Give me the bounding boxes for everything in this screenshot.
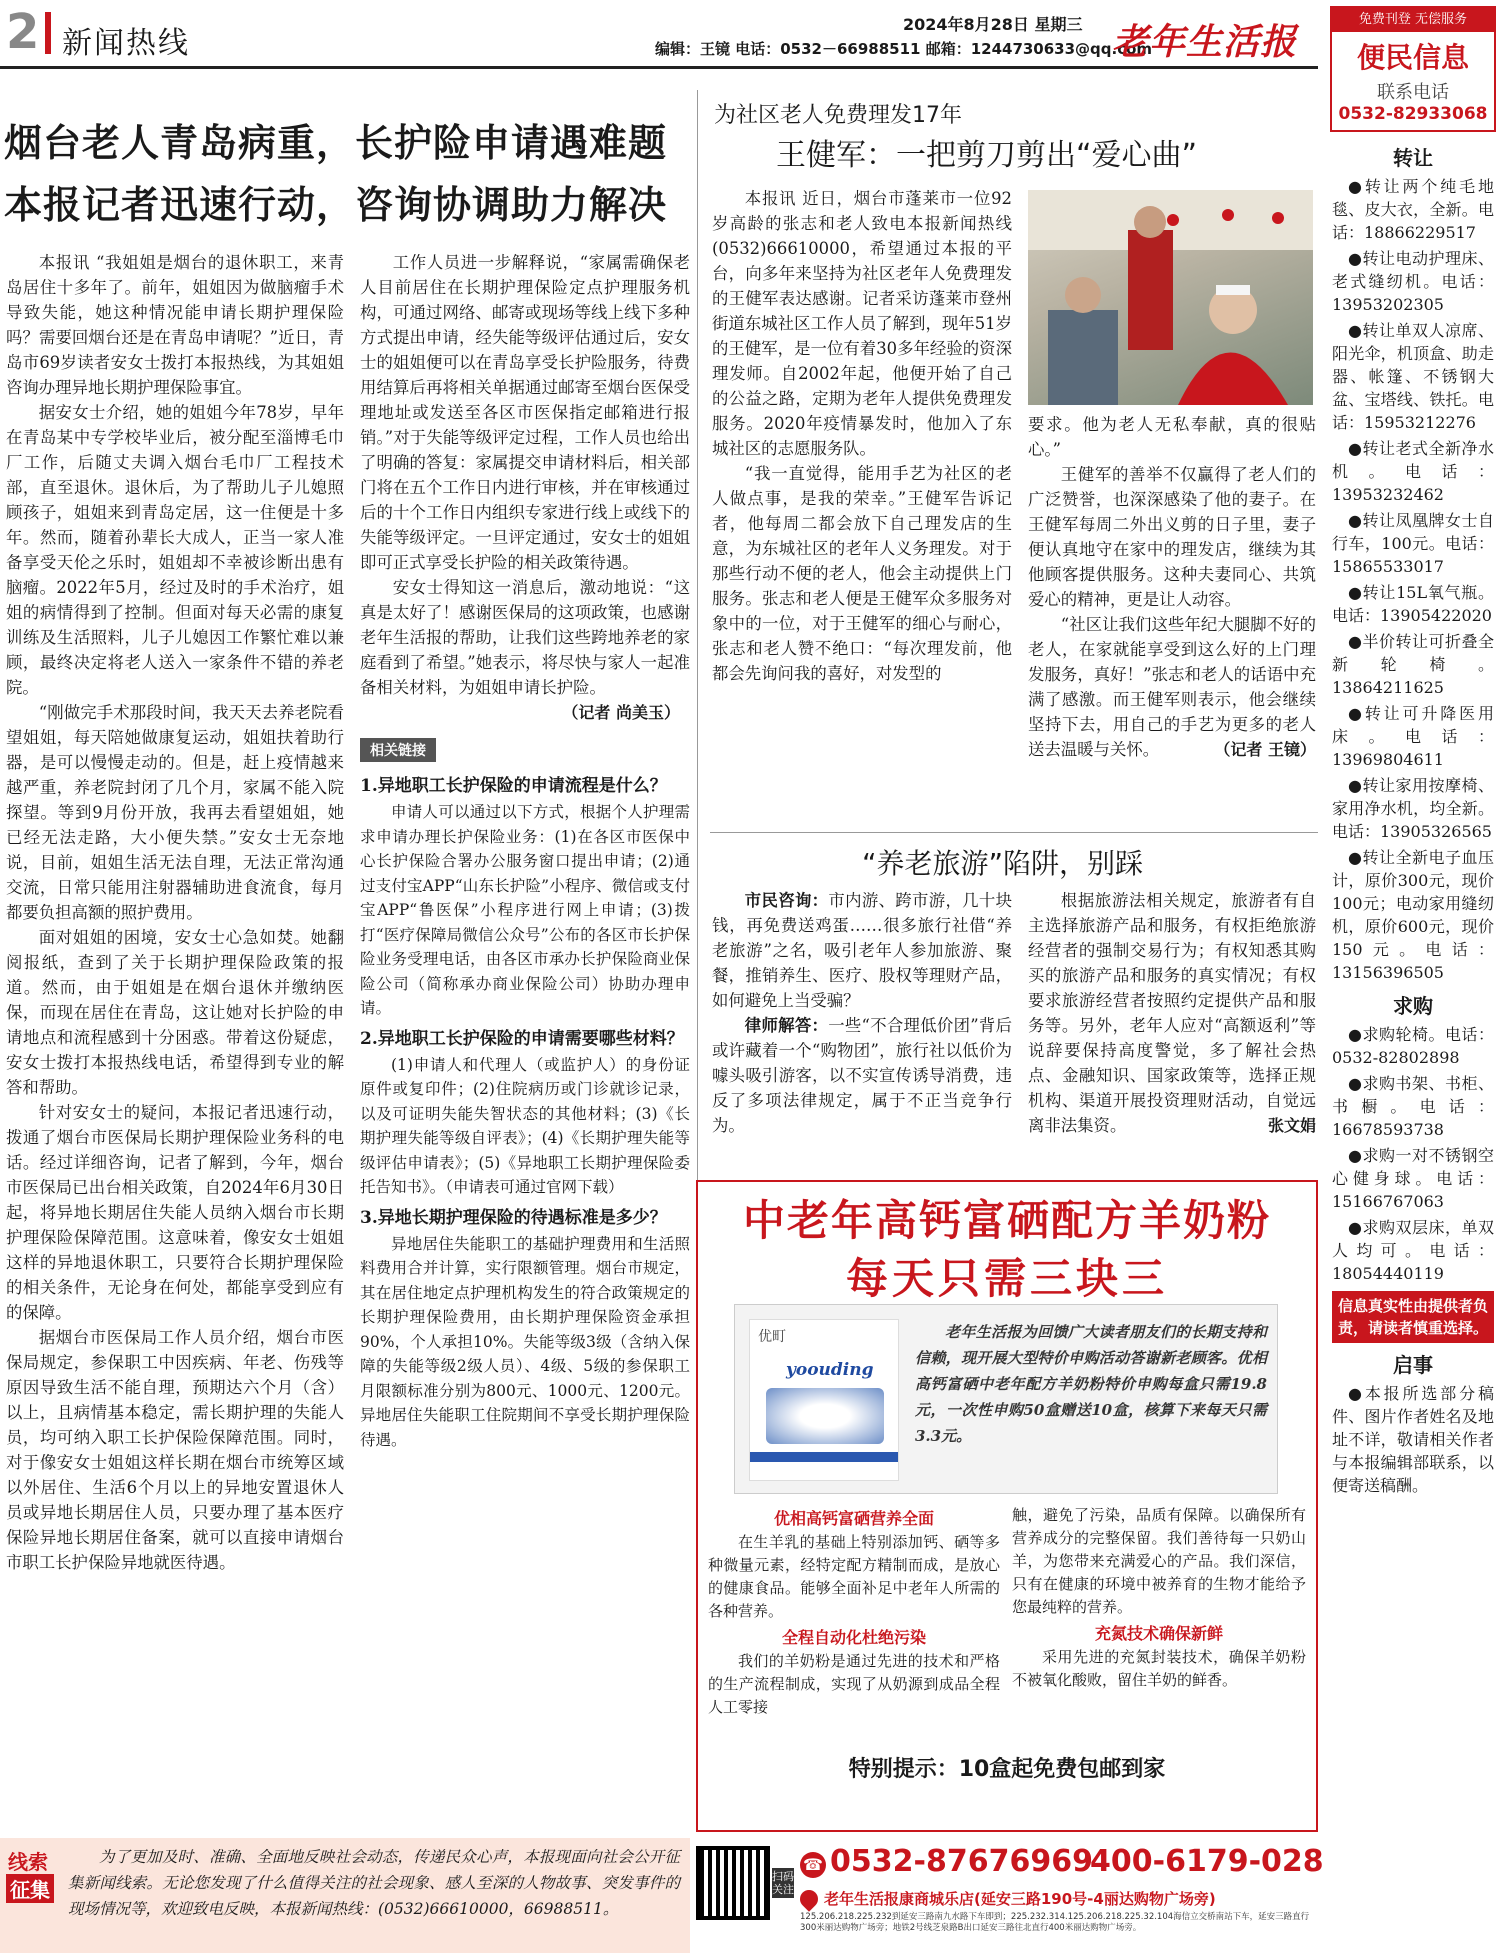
- article-byline: 张文娟: [1267, 1116, 1316, 1135]
- ad-intro-text: 老年生活报为回馈广大读者朋友们的长期支持和信赖，现开展大型特价申购活动答谢新老顾客。优相高钙富硒中老年配方羊奶粉特价申购每盒只需19.8元，一次性申购50盒赠送10盒，核算下来每天只需3.3元。: [915, 1323, 1267, 1445]
- page-header: [0, 0, 1322, 66]
- story2-column-left: [712, 186, 1012, 826]
- story3-question: [712, 888, 1012, 1013]
- notice-heading: 启事: [1393, 1353, 1433, 1377]
- footer-badge-1: 线索: [8, 1850, 48, 1874]
- listing-item: ●转让可升降医用床。电话：13969804611: [1332, 704, 1494, 769]
- listing-item: ●求购双层床，单双人均可。电话：18054440119: [1332, 1218, 1494, 1283]
- listing-item: ●转让两个纯毛地毯、皮大衣，全新。电话：18866229517: [1332, 177, 1494, 242]
- news-tip-footer: [0, 1838, 690, 1953]
- transfer-heading: 转让: [1393, 146, 1433, 170]
- issue-date: 2024年8月28日 星期三: [903, 15, 1083, 34]
- article-paragraph: 工作人员进一步解释说，“家属需确保老人目前居住在长期护理保险定点护理服务机构，可通过网络、邮寄或现场等线上线下多种方式提出申请，经失能等级评估通过后，安女士的姐姐便可以在青岛享受长护险服务，待费用结算后再将相关单据通过邮寄至烟台医保受理地址或发送至各区市医保指定邮箱进行报销。”对于失能等级评定过程，工作人员也给出了明确的答复：家属提交申请材料后，相关部门将在五个工作日内进行审核，并在审核通过后的十个工作日内组织专家进行线上或线下的失能等级评定。一旦评定通过，安女士的姐姐即可正式享受长护险的相关政策待遇。: [360, 253, 690, 572]
- article-byline: （记者 尚美玉）: [562, 703, 680, 722]
- listing-item: ●转让15L氧气瓶。电话：13905422020: [1332, 583, 1494, 625]
- product-box-icon: [749, 1319, 899, 1481]
- masthead-logo: 老年生活报: [1112, 21, 1298, 63]
- ad-feature-text: 我们的羊奶粉是通过先进的技术和严格的生产流程制成，实现了从奶源到成品全程人工零接: [708, 1652, 1000, 1716]
- headline-sub: 本报记者迅速行动，咨询协调助力解决: [4, 183, 668, 227]
- article-paragraph: 面对姐姐的困境，安女士心急如焚。她翻阅报纸，查到了关于长期护理保险政策的报道。然而，由于姐姐是在烟台退休并缴纳医保，而现在居住在青岛，这让她对长护险的申请地点和流程感到十分困惑。带着这份疑虑，安女士拨打本报热线电话，希望得到专业的解答和帮助。: [6, 928, 344, 1097]
- sidebar-header: [1330, 6, 1496, 132]
- sidebar-warning: 信息真实性由提供者负责，请读者慎重选择。: [1332, 1291, 1494, 1343]
- footer-text: 为了更加及时、准确、全面地反映社会动态，传递民众心声，本报现面向社会公开征集新闻线索。无论您发现了什么值得关注的社会现象、感人至深的人物故事、突发事件的现场情况等，欢迎致电反映，本报新闻热线：(0532)66610000，66988511。: [68, 1848, 680, 1918]
- page-number-bar: [45, 12, 51, 54]
- related-links: [360, 774, 690, 1452]
- listing-item: ●转让家用按摩椅、家用净水机，均全新。电话：13905326565: [1332, 776, 1494, 841]
- ad-store-address: 老年生活报康商城乐店(延安三路190号-4丽达购物广场旁): [824, 1890, 1216, 1908]
- listing-item: ●求购书架、书柜、书橱。电话：16678593738: [1332, 1074, 1494, 1139]
- listing-item: ●求购轮椅。电话：0532-82802898: [1332, 1025, 1494, 1067]
- link-question: 1.异地职工长护保险的申请流程是什么？: [360, 776, 667, 796]
- barber-photo-icon: [1028, 190, 1313, 405]
- article-paragraph: 要求。他为老人无私奉献，真的很贴心。”: [1028, 415, 1316, 459]
- qr-label: 扫码关注: [772, 1870, 794, 1896]
- article-paragraph: 本报讯 近日，烟台市蓬莱市一位92岁高龄的张志和老人致电本报新闻热线(0532)66610000，希望通过本报的平台，向多年来坚持为社区老年人免费理发的王健军表达感谢。记者采访蓬莱市登州街道东城社区工作人员了解到，现年51岁的王健军，是一位有着30多年经验的资深理发师。自2002年起，他便开始了自己的公益之路，定期为老年人提供免费理发服务。2020年疫情暴发时，他加入了东城社区的志愿服务队。: [712, 189, 1012, 458]
- link-answer: (1)申请人和代理人（或监护人）的身份证原件或复印件；(2)住院病历或门诊就诊记录，以及可证明失能失智状态的其他材料；(3)《长期护理失能等级自评表》；(4)《长期护理失能等级评估申请表》；(5)《异地职工长期护理保险委托告知书》。（申请表可通过官网下载）: [360, 1055, 690, 1196]
- product-brand-en: yoouding: [786, 1360, 874, 1380]
- headline-main: 烟台老人青岛病重，长护险申请遇难题: [4, 121, 668, 165]
- story2-title: 王健军：一把剪刀剪出“爱心曲”: [776, 138, 1198, 173]
- listing-item: ●转让老式全新净水机。电话：13953232462: [1332, 439, 1494, 504]
- story3-top-rule: [710, 832, 1318, 833]
- header-rule: [0, 66, 1318, 69]
- article-paragraph: 据烟台市医保局工作人员介绍，烟台市医保局规定，参保职工中因疾病、年老、伤残等原因导致生活不能自理，预期达六个月（含）以上，且病情基本稳定，需长期护理的失能人员，均可纳入职工长护保险保障范围。同时，对于像安女士姐姐这样长期在烟台市统筹区域以外居住、生活6个月以上的异地安置退休人员或异地长期居住人员，只要办理了基本医疗保险异地长期居住备案，就可以直接申请烟台市职工长护保险异地就医待遇。: [6, 1328, 344, 1572]
- article-column-2: [360, 250, 690, 1830]
- ad-column-left: [708, 1504, 1000, 1719]
- article-byline: （记者 王镜）: [1214, 740, 1316, 759]
- article-paragraph: 据安女士介绍，她的姐姐今年78岁，早年在青岛某中专学校毕业后，被分配至淄博毛巾厂工作，后随丈夫调入烟台毛巾厂工程技术部，直至退休。退休后，为了帮助儿子儿媳照顾孩子，姐姐来到青岛定居，这一住便是十多年。然而，随着孙辈长大成人，正当一家人准备享受天伦之乐时，姐姐却不幸被诊断出患有脑瘤。2022年5月，经过及时的手术治疗，姐姐的病情得到了控制。但面对每天必需的康复训练及生活照料，儿子儿媳因工作繁忙难以兼顾，最终决定将老人送入一家条件不错的养老院。: [6, 403, 344, 697]
- sidebar-contact-label: 联系电话: [1377, 82, 1449, 103]
- ad-phone-1: 0532-87676969: [830, 1844, 1093, 1879]
- listing-item: ●转让凤凰牌女士自行车，100元。电话：15865533017: [1332, 511, 1494, 576]
- ad-intro-box: [734, 1304, 1278, 1494]
- sidebar-listings: [1332, 136, 1494, 1500]
- ad-feature-heading: 充氮技术确保新鲜: [1094, 1624, 1223, 1643]
- ad-subheadline: 每天只需三块三: [845, 1254, 1168, 1303]
- sidebar-phone: 0532-82933068: [1338, 104, 1488, 124]
- story3-answer-text: 一些“不合理低价团”背后或许藏着一个“购物团”，旅行社以低价为噱头吸引游客，以不实宣传诱导消费，违反了多项法律规定，属于不正当竞争行为。: [712, 1016, 1012, 1135]
- ad-intro: [915, 1319, 1267, 1449]
- sidebar-title: 便民信息: [1356, 41, 1469, 74]
- story2-kicker: 为社区老人免费理发17年: [714, 103, 962, 128]
- story3-question-text: 市内游、跨市游，几十块钱，再免费送鸡蛋……很多旅行社借“养老旅游”之名，吸引老年人参加旅游、聚餐，推销养生、医疗、股权等理财产品，如何避免上当受骗？: [712, 891, 1012, 1010]
- ad-phone-2: 400-6179-028: [1090, 1844, 1324, 1879]
- product-stripe: [750, 1452, 898, 1462]
- story3-column-right: [1028, 888, 1316, 1168]
- article-paragraph: “社区让我们这些年纪大腿脚不好的老人，在家就能享受到这么好的上门理发服务，真好！”张志和老人的话语中充满了感激。而王健军则表示，他会继续坚持下去，用自己的手艺为更多的老人送去温暖与关怀。: [1028, 615, 1316, 759]
- link-answer: 异地居住失能职工的基础护理费用和生活照料费用合并计算，实行限额管理。烟台市规定，其在居住地定点护理机构发生的符合政策规定的长期护理保险费用，由长期护理保险资金承担90%，个人承担10%。失能等级3级（含纳入保障的失能等级2级人员）、4级、5级的参保职工月限额标准分别为800元、1000元、1200元。异地居住失能职工住院期间不享受长期护理保险待遇。: [360, 1234, 690, 1449]
- listing-item: ●半价转让可折叠全新轮椅。13864211625: [1332, 632, 1494, 697]
- buy-heading: 求购: [1393, 994, 1433, 1018]
- page-number: 2: [6, 4, 40, 60]
- milk-powder-ad: [696, 1180, 1318, 1832]
- story3-column-left: [712, 888, 1012, 1168]
- story3-answer: [712, 1013, 1012, 1138]
- ad-bus-routes: 125.206.218.225.232到延安三路南九水路下车即到；225.232.314.125.206.218.225.32.104海信立交桥南站下车，延安三路直行300米丽达购物广场旁；地铁2号线芝泉路B出口延安三路往北直行400米丽达购物广场旁。: [800, 1912, 1310, 1933]
- ad-contact-strip: [696, 1840, 1324, 1953]
- footer-badge-2: 征集: [6, 1874, 54, 1903]
- listing-item: ●求购一对不锈钢空心健身球。电话：15166767063: [1332, 1146, 1494, 1211]
- story3-question-label: 市民咨询：: [744, 891, 829, 910]
- notice-text: ●本报所选部分稿件、图片作者姓名及地址不详，敬请相关作者与本报编辑部联系，以便寄送稿酬。: [1332, 1384, 1494, 1495]
- article-paragraph: 安女士得知这一消息后，激动地说：“这真是太好了！感谢医保局的这项政策，也感谢老年生活报的帮助，让我们这些跨地养老的家庭看到了希望。”她表示，将尽快与家人一起准备相关材料，为姐姐申请长护险。: [360, 578, 690, 697]
- classifieds-sidebar: [1330, 6, 1496, 1953]
- story3-answer-label: 律师解答：: [744, 1016, 829, 1035]
- article-column-1: [6, 250, 344, 1830]
- section-name: 新闻热线: [62, 26, 190, 61]
- article-paragraph: “刚做完手术那段时间，我天天去养老院看望姐姐，每天陪她做康复运动，姐姐扶着助行器，是可以慢慢走动的。但是，赶上疫情越来越严重，养老院封闭了几个月，家属不能入院探望。等到9月份开放，我再去看望姐姐，她已经无法走路，大小便失禁。”安女士无奈地说，目前，姐姐生活无法自理，无法正常沟通交流，日常只能用注射器辅助进食流食，每月都要负担高额的照护费用。: [6, 703, 344, 922]
- ad-headline: 中老年高钙富硒配方羊奶粉: [742, 1196, 1271, 1245]
- product-brand: 优町: [758, 1329, 786, 1345]
- ad-feature-text: 触，避免了污染，品质有保障。以确保所有营养成分的完整保留。我们善待每一只奶山羊，为您带来充满爱心的产品。我们深信，只有在健康的环境中被养育的生物才能给予您最纯粹的营养。: [1012, 1506, 1306, 1616]
- listing-item: ●转让单双人凉席、阳光伞，机顶盒、助走器、帐篷、不锈钢大盆、宝塔线、铁托。电话：15953212276: [1332, 321, 1494, 432]
- link-answer: 申请人可以通过以下方式，根据个人护理需求申请办理长护保险业务：(1)在各区市医保中心长护保险合署办公服务窗口提出申请；(2)通过支付宝APP“山东长护险”小程序、微信或支付宝APP“鲁医保”小程序进行网上申请；(3)拨打“医疗保障局微信公众号”公布的各区市长护保险业务受理电话，由各区市承办长护保险商业保险公司（简称承办商业保险公司）协助办理申请。: [360, 803, 690, 1017]
- article-paragraph: “我一直觉得，能用手艺为社区的老人做点事，是我的荣幸。”王健军告诉记者，他每周二都会放下自己理发店的生意，为东城社区的老年人义务理发。对于那些行动不便的老人，他会主动提供上门服务。张志和老人便是王健军众多服务对象中的一位，对于王健军的细心与耐心，张志和老人赞不绝口：“每次理发前，他都会先询问我的喜好，对发型的: [712, 464, 1012, 683]
- story2-column-right: [1028, 412, 1316, 826]
- phone-icon: ☎: [800, 1852, 826, 1878]
- article-paragraph: 针对安女士的疑问，本报记者迅速行动，拨通了烟台市医保局长期护理保险业务科的电话。经过详细咨询，记者了解到，今年，烟台市医保局已出台相关政策，自2024年6月30日起，将异地长期居住失能人员纳入烟台市长期护理保险保障范围。这意味着，像安女士姐姐这样的异地退休职工，只要符合长期护理保险的相关条件，无论身在何处，都能享受到应有的保障。: [6, 1103, 344, 1322]
- ad-feature-text: 采用先进的充氮封装技术，确保羊奶粉不被氧化酸败，留住羊奶的鲜香。: [1012, 1648, 1306, 1689]
- ad-feature-heading: 全程自动化杜绝污染: [781, 1628, 926, 1647]
- editor-info: 编辑：王镜 电话：0532－66988511 邮箱：1244730633@qq.com: [655, 40, 1153, 58]
- ad-column-right: [1012, 1504, 1306, 1692]
- listing-item: ●转让电动护理床、老式缝纫机。电话：13953202305: [1332, 249, 1494, 314]
- qr-code-icon: [696, 1846, 770, 1920]
- ad-special-offer: 特别提示：10盒起免费包邮到家: [848, 1757, 1166, 1782]
- link-question: 3.异地长期护理保险的待遇标准是多少？: [360, 1207, 667, 1228]
- article-paragraph: 本报讯 “我姐姐是烟台的退休职工，来青岛居住十多年了。前年，姐姐因为做脑瘤手术导致失能，她这种情况能申请长期护理保险吗？需要回烟台还是在青岛申请呢？”近日，青岛市69岁读者安女士拨打本报热线，为其姐姐咨询办理异地长期护理保险事宜。: [6, 253, 344, 397]
- article-paragraph: 王健军的善举不仅赢得了老人们的广泛赞誉，也深深感染了他的妻子。在王健军每周二外出义剪的日子里，妻子便认真地守在家中的理发店，继续为其他顾客提供服务。这种夫妻同心、共筑爱心的精神，更是让人动容。: [1028, 465, 1316, 609]
- story3-title: “养老旅游”陷阱，别踩: [862, 847, 1144, 880]
- article-paragraph: 根据旅游法相关规定，旅游者有自主选择旅游产品和服务，有权拒绝旅游经营者的强制交易行为；有权知悉其购买的旅游产品和服务的真实情况；有权要求旅游经营者按照约定提供产品和服务等。另外，老年人应对“高额返利”等说辞要保持高度警觉，多了解社会热点、金融知识、国家政策等，选择正规机构、渠道开展投资理财活动，自觉远离非法集资。: [1028, 891, 1316, 1135]
- goat-image: [766, 1388, 884, 1444]
- story2-photo: [1028, 190, 1313, 405]
- sidebar-badge: 免费刊登 无偿服务: [1332, 8, 1494, 32]
- ad-feature-text: 在生羊乳的基础上特别添加钙、硒等多种微量元素，经特定配方精制而成，是放心的健康食品。能够全面补足中老年人所需的各种营养。: [708, 1533, 1000, 1620]
- listing-item: ●转让全新电子血压计，原价300元，现价100元；电动家用缝纫机，原价600元，现价150元。电话：13156396505: [1332, 848, 1494, 982]
- related-links-label: 相关链接: [360, 738, 436, 762]
- link-question: 2.异地职工长护保险的申请需要哪些材料？: [360, 1028, 684, 1049]
- location-icon: [796, 1886, 821, 1911]
- ad-feature-heading: 优相高钙富硒营养全面: [773, 1509, 934, 1528]
